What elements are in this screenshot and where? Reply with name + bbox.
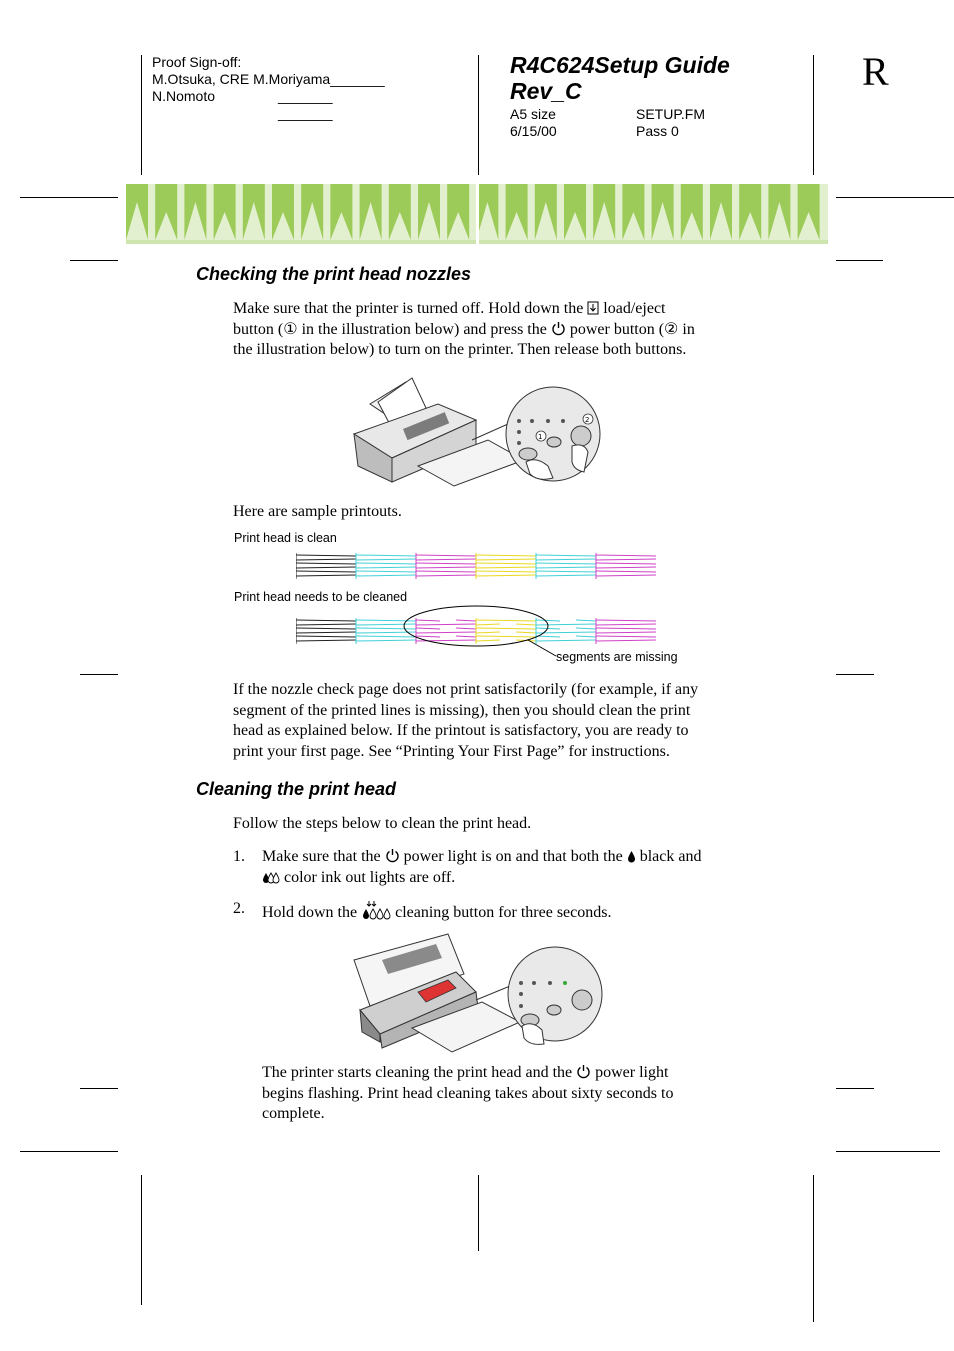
crop-mark [80, 1088, 118, 1089]
text: Make sure that the [262, 848, 381, 865]
nozzle-line [476, 563, 536, 564]
nozzle-line [296, 624, 356, 625]
crop-mark [836, 674, 874, 675]
meta-pass: Pass 0 [636, 123, 679, 139]
nozzle-line [356, 559, 416, 560]
nozzle-line [596, 559, 656, 560]
text: If the nozzle check page does not print satisfactorily (for example, if any [233, 681, 699, 698]
nozzle-line [296, 575, 356, 576]
nozzle-line [356, 555, 416, 556]
crop-mark [813, 1175, 814, 1322]
nozzle-line [476, 555, 536, 556]
text: the illustration below) to turn on the printer. Then release both buttons. [233, 341, 687, 358]
nozzle-line [596, 624, 656, 625]
nozzle-line [356, 567, 416, 568]
text: power button (② in [569, 320, 695, 338]
nozzle-line [536, 624, 596, 625]
nozzle-line [356, 563, 416, 564]
nozzle-line [536, 563, 596, 564]
text: power light [595, 1064, 669, 1081]
nozzle-line [296, 628, 356, 629]
nozzle-line [476, 575, 536, 576]
nozzle-pattern-clean [296, 553, 660, 581]
text: segment of the printed lines is missing), then you should clean the print [233, 701, 691, 719]
nozzle-line [356, 624, 416, 625]
nozzle-line [516, 632, 536, 633]
proof-line: M.Otsuka, CRE M.Moriyama_______ [152, 71, 385, 87]
nozzle-line [456, 636, 476, 637]
nozzle-line [476, 620, 536, 621]
proof-line [152, 88, 472, 105]
text: complete. [262, 1105, 325, 1122]
nozzle-line [296, 567, 356, 568]
sample-label-missing: segments are missing [556, 650, 678, 664]
black-ink-drop-icon [627, 850, 636, 863]
step-number: 1. [233, 848, 245, 865]
power-icon [385, 848, 400, 863]
nozzle-line [416, 559, 476, 560]
text: head as explained below. If the printout is satisfactory, you are ready to [233, 722, 689, 739]
nozzle-line [476, 636, 536, 637]
proof-signoff [152, 54, 472, 122]
nozzle-line [296, 571, 356, 572]
nozzle-line [456, 628, 476, 629]
steps-intro: Follow the steps below to clean the print head. [233, 815, 532, 832]
nozzle-line [296, 620, 356, 621]
proof-line [152, 105, 472, 122]
nozzle-line [416, 563, 476, 564]
nozzle-line [596, 555, 656, 556]
crop-mark [141, 55, 142, 175]
sample-label-dirty: Print head needs to be cleaned [234, 590, 408, 604]
nozzle-line [596, 632, 656, 633]
nozzle-line [576, 636, 596, 637]
text: cleaning button for three seconds. [395, 904, 612, 921]
text: power light is on and that both the [403, 848, 623, 865]
text: load/eject [603, 300, 666, 317]
text: Make sure that the printer is turned off. Hold down the [233, 300, 584, 317]
nozzle-line [536, 636, 560, 637]
nozzle-line [416, 571, 476, 572]
nozzle-line [476, 571, 536, 572]
text: color ink out lights are off. [284, 868, 456, 886]
proof-name: N.Nomoto [152, 88, 216, 104]
section-heading: Checking the print head nozzles [196, 264, 472, 284]
crop-mark [478, 55, 479, 175]
result-paragraph [262, 1063, 772, 1125]
nozzle-line [596, 640, 656, 641]
nozzle-line [476, 640, 500, 641]
nozzle-line [536, 575, 596, 576]
step-text [262, 847, 772, 888]
title-line: Rev_C [510, 78, 582, 104]
crop-mark [20, 1151, 118, 1152]
nozzle-line [356, 571, 416, 572]
side-letter: R [862, 49, 889, 94]
text: begins flashing. Print head cleaning takes about sixty seconds to [262, 1084, 674, 1102]
nozzle-line [296, 559, 356, 560]
samples-intro: Here are sample printouts. [233, 503, 402, 520]
nozzle-line [596, 563, 656, 564]
nozzle-line [476, 567, 536, 568]
title-line: R4C624Setup Guide [510, 52, 730, 78]
nozzle-line [416, 555, 476, 556]
nozzle-line [456, 620, 476, 621]
nozzle-line [596, 636, 656, 637]
cleaning-illustration [352, 930, 608, 1055]
power-icon [551, 321, 566, 336]
nozzle-line [356, 640, 416, 641]
nozzle-line [296, 632, 356, 633]
crop-mark [836, 1088, 874, 1089]
crop-mark [70, 260, 118, 261]
proof-line: Proof Sign-off: [152, 54, 242, 70]
nozzle-line [536, 640, 596, 641]
nozzle-line [296, 563, 356, 564]
crop-mark [80, 674, 118, 675]
doc-meta [510, 106, 800, 140]
nozzle-line [476, 632, 500, 633]
nozzle-line [296, 640, 356, 641]
nozzle-line [596, 628, 656, 629]
nozzle-line [416, 575, 476, 576]
signature-blank: _______ [278, 105, 333, 121]
nozzle-line [416, 567, 476, 568]
text: Hold down the [262, 904, 358, 921]
nozzle-line [596, 620, 656, 621]
nozzle-line [516, 624, 536, 625]
crop-mark [20, 197, 118, 198]
crop-mark [836, 197, 954, 198]
printer-illustration [348, 374, 608, 489]
color-ink-drops-icon [262, 871, 280, 884]
step-text [262, 899, 772, 924]
meta-date: 6/15/00 [510, 123, 557, 139]
step-number: 2. [233, 900, 245, 917]
nozzle-line [356, 636, 416, 637]
nozzle-line [296, 636, 356, 637]
nozzle-line [416, 620, 440, 621]
text: black and [639, 848, 702, 865]
nozzle-line [356, 628, 416, 629]
section-heading: Cleaning the print head [196, 779, 397, 799]
text: print your first page. See “Printing Your First Page” for instructions. [233, 742, 670, 760]
nozzle-line [576, 620, 596, 621]
nozzle-line [536, 555, 596, 556]
doc-title [510, 52, 730, 104]
instruction-paragraph [233, 680, 773, 762]
crop-mark [836, 1151, 940, 1152]
text: The printer starts cleaning the print head and the [262, 1064, 573, 1081]
text: button (① in the illustration below) and press the [233, 320, 547, 338]
crop-mark [836, 260, 883, 261]
cleaning-button-icon [361, 899, 391, 921]
decorative-banner [126, 184, 828, 244]
meta-size: A5 size [510, 106, 556, 122]
nozzle-line [576, 628, 596, 629]
crop-mark [813, 55, 814, 175]
svg-text:2: 2 [585, 416, 590, 424]
crop-mark [141, 1175, 142, 1305]
nozzle-line [416, 636, 440, 637]
svg-text:1: 1 [538, 433, 543, 441]
nozzle-line [596, 571, 656, 572]
load-eject-icon [587, 301, 599, 315]
nozzle-line [416, 632, 476, 633]
nozzle-line [536, 559, 596, 560]
instruction-paragraph [233, 299, 773, 361]
callout-leader [528, 640, 556, 656]
nozzle-line [596, 575, 656, 576]
nozzle-line [416, 624, 476, 625]
nozzle-line [296, 555, 356, 556]
nozzle-line [476, 628, 536, 629]
nozzle-line [536, 620, 560, 621]
sample-label-clean: Print head is clean [234, 531, 337, 545]
meta-file: SETUP.FM [636, 106, 705, 122]
nozzle-line [536, 571, 596, 572]
power-icon [576, 1064, 591, 1079]
nozzle-line [476, 559, 536, 560]
nozzle-line [416, 628, 440, 629]
nozzle-line [356, 575, 416, 576]
signature-blank: _______ [278, 88, 333, 104]
nozzle-line [596, 567, 656, 568]
nozzle-line [536, 567, 596, 568]
nozzle-line [476, 624, 500, 625]
crop-mark [478, 1175, 479, 1251]
